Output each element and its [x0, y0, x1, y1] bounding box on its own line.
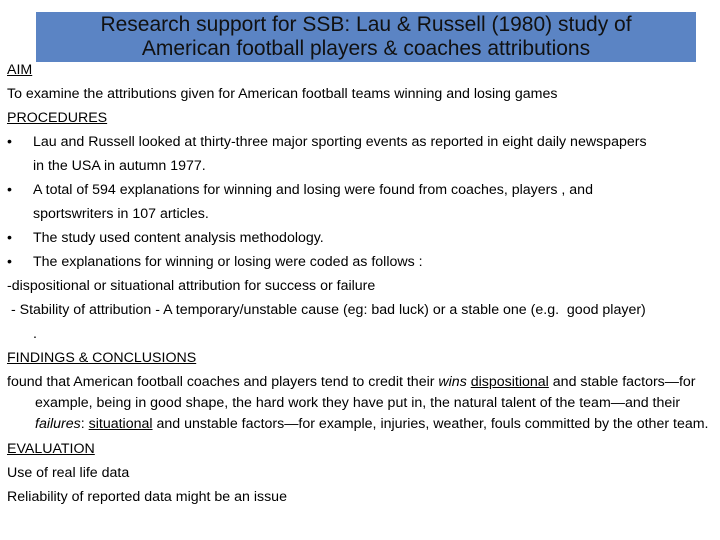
coding-item-2: - Stability of attribution - A temporary/unstable cause (eg: bad luck) or a stable one (e.g. good player): [7, 302, 646, 318]
slide-title-line-1: Research support for SSB: Lau & Russell (1980) study of: [100, 13, 632, 36]
coding-item-2-cont: .: [33, 326, 37, 342]
bullet-text: The study used content analysis methodology.: [33, 230, 324, 246]
findings-part-4: and unstable factors—for example, injuries, weather, fouls committed by the other team.: [152, 416, 709, 432]
procedures-heading: PROCEDURES: [7, 110, 108, 126]
findings-part-3: :: [80, 416, 89, 432]
procedure-bullet-2: [7, 178, 713, 226]
procedure-bullet-1: [7, 130, 713, 178]
findings-wins: wins: [438, 374, 467, 390]
evaluation-item-2: Reliability of reported data might be an issue: [7, 489, 287, 505]
slide-title-banner: [36, 12, 696, 62]
bullet-icon: •: [7, 134, 12, 150]
findings-dispositional: dispositional: [470, 374, 549, 390]
coding-item-1: -dispositional or situational attribution for success or failure: [7, 278, 376, 294]
evaluation-item-1: Use of real life data: [7, 465, 130, 481]
findings-situational: situational: [88, 416, 153, 432]
slide-title-line-2: American football players & coaches attributions: [141, 37, 591, 60]
findings-failures: failures: [35, 416, 81, 432]
bullet-text-cont: in the USA in autumn 1977.: [33, 158, 206, 174]
slide-body: [7, 58, 713, 509]
evaluation-heading: EVALUATION: [7, 441, 95, 457]
procedure-bullet-3: [7, 226, 713, 250]
bullet-text: A total of 594 explanations for winning and losing were found from coaches, players , and: [33, 182, 593, 198]
aim-text: To examine the attributions given for American football teams winning and losing games: [7, 86, 558, 102]
findings-text: [7, 372, 713, 435]
bullet-text: The explanations for winning or losing were coded as follows :: [33, 254, 423, 270]
findings-part-2: and stable factors—for example, being in good shape, the hard work they have put in, the natural talent of the team—and their: [35, 374, 696, 411]
bullet-icon: •: [7, 254, 12, 270]
procedure-bullet-4: [7, 250, 713, 274]
findings-heading: FINDINGS & CONCLUSIONS: [7, 350, 197, 366]
findings-part-1: found that American football coaches and players tend to credit their: [7, 374, 439, 390]
bullet-text-cont: sportswriters in 107 articles.: [33, 206, 209, 222]
bullet-icon: •: [7, 230, 12, 246]
bullet-icon: •: [7, 182, 12, 198]
bullet-text: Lau and Russell looked at thirty-three major sporting events as reported in eight daily newspapers: [33, 134, 647, 150]
aim-heading: AIM: [7, 62, 33, 78]
